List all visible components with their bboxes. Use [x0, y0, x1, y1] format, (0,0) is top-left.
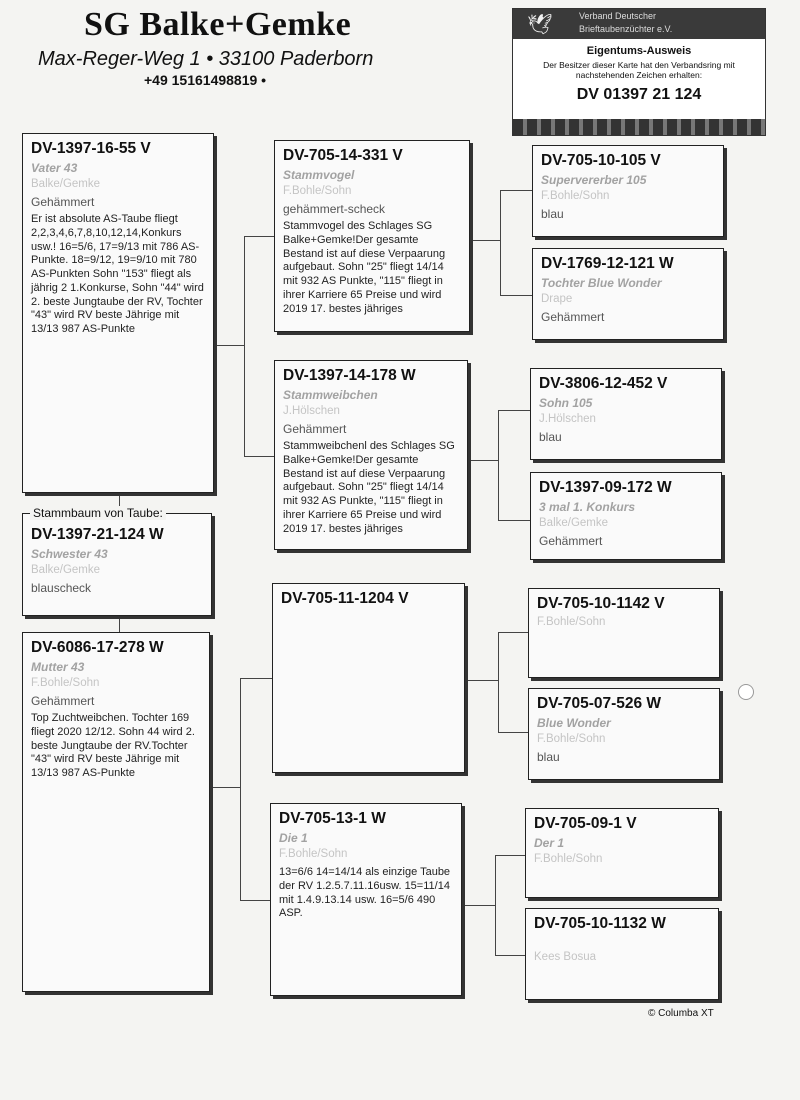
pigeon-name: Vater 43 [31, 161, 78, 175]
ring-number: DV-705-07-526 W [537, 695, 662, 712]
connector [498, 520, 530, 521]
connector [240, 900, 270, 901]
great-grandparent-card [530, 368, 722, 460]
connector [214, 345, 244, 346]
connector [465, 680, 498, 681]
paternal-grandmother-card [274, 360, 468, 550]
breeder-name: Balke/Gemke [539, 517, 609, 529]
pigeon-name: Mutter 43 [31, 660, 85, 674]
pigeon-notes: Er ist absolute AS-Taube fliegt 2,2,3,4,6,7,8,10,12,14,Konkurs usw.! 16=5/6, 17=9/13 mit 786 AS-Punkte. 18=9/12, 19=9/10 mit 780 AS-Punkten Sohn "153" fliegt als jährig 2 1.Konkurse, Sohn "44" wird 2. beste Jungtaube der RV, Tochter "43" wird RV beste Jährige mit 13/13 987 AS-Punkte [31, 213, 204, 335]
breeder-name: Drape [541, 293, 573, 305]
pigeon-name: Stammweibchen [283, 388, 378, 402]
connector [500, 295, 532, 296]
father-card [22, 133, 214, 493]
breeder-name: Balke/Gemke [31, 564, 101, 576]
pigeon-color: Gehämmert [31, 195, 95, 209]
ring-number: DV-3806-12-452 V [539, 375, 668, 392]
ring-number: DV-705-09-1 V [534, 815, 637, 832]
pigeon-notes: Stammweibchenl des Schlages SG Balke+Gemke!Der gesamte Bestand ist auf diese Verpaarung aufgebaut. Sohn "25" fliegt 14/14 mit 932 AS Punkte, "115" fliegt in ihrer Karriere 65 Preise und wird 2019 17. bestes jähriges [283, 440, 455, 535]
pedigree-label: Stammbaum von Taube: [30, 506, 166, 520]
breeder-name: F.Bohle/Sohn [279, 848, 348, 860]
connector [498, 632, 499, 732]
pigeon-color: blau [541, 207, 564, 221]
ring-number: DV-705-10-1142 V [537, 595, 665, 612]
subject-card [22, 513, 212, 616]
pigeon-color: Gehämmert [283, 422, 347, 436]
pigeon-name: Schwester 43 [31, 547, 108, 561]
connector [470, 240, 500, 241]
connector [244, 456, 274, 457]
pigeon-color: Gehämmert [541, 310, 605, 324]
connector [495, 855, 496, 955]
ring-number: DV-705-13-1 W [279, 810, 386, 827]
breeder-name: Kees Bosua [534, 951, 597, 963]
ownership-card [512, 8, 766, 136]
breeder-phone: +49 15161498819 • [144, 72, 267, 88]
breeder-name: J.Hölschen [283, 405, 340, 417]
connector [244, 236, 274, 237]
punch-hole [738, 684, 754, 700]
breeder-name: F.Bohle/Sohn [537, 733, 606, 745]
pigeon-name: Sohn 105 [539, 396, 593, 410]
connector [210, 787, 240, 788]
breeder-name [281, 611, 456, 625]
footer-copyright: © Columba XT [648, 1008, 714, 1019]
pigeon-color: blauscheck [31, 581, 92, 595]
breeder-address: Max-Reger-Weg 1 • 33100 Paderborn [38, 48, 374, 70]
breeder-name: Balke/Gemke [31, 178, 101, 190]
pigeon-color: blau [539, 430, 562, 444]
ring-number: DV-705-10-1132 W [534, 915, 666, 932]
pigeon-notes: Top Zuchtweibchen. Tochter 169 fliegt 2020 12/12. Sohn 44 wird 2. beste Jungtaube der RV.Tochter "43" wird RV beste Jährige mit 13/13 987 AS-Punkte [31, 712, 195, 779]
paternal-grandfather-card [274, 140, 470, 332]
connector [495, 855, 525, 856]
connector [244, 236, 245, 456]
connector [240, 678, 241, 900]
pigeon-logo-icon: 🕊 [527, 14, 553, 36]
pigeon-color: gehämmert-scheck [283, 202, 386, 216]
breeder-title: SG Balke+Gemke [84, 6, 352, 43]
great-grandparent-card [528, 688, 720, 780]
mother-card [22, 632, 210, 992]
ring-number: DV-1397-14-178 W [283, 367, 416, 384]
connector [240, 678, 272, 679]
breeder-name: J.Hölschen [539, 413, 596, 425]
breeder-name: F.Bohle/Sohn [31, 677, 100, 689]
ring-number: DV-1397-09-172 W [539, 479, 672, 496]
great-grandparent-card [530, 472, 722, 560]
ring-number: DV-1769-12-121 W [541, 255, 674, 272]
maternal-grandmother-card [270, 803, 462, 996]
pigeon-name: Der 1 [534, 836, 565, 850]
ownership-org-line2: Brieftaubenzüchter e.V. [579, 24, 673, 34]
connector [495, 955, 525, 956]
ownership-ring-number: DV 01397 21 124 [576, 86, 702, 104]
ownership-org-line1: Verband Deutscher [579, 11, 657, 21]
great-grandparent-card [525, 808, 719, 898]
pigeon-name: Supervererber 105 [541, 173, 647, 187]
ring-number: DV-705-14-331 V [283, 147, 403, 164]
connector [498, 632, 528, 633]
ownership-text: Der Besitzer dieser Karte hat den Verbandsring mit nachstehenden Zeichen erhalten: [543, 60, 735, 81]
connector [498, 410, 499, 520]
breeder-name: F.Bohle/Sohn [541, 190, 610, 202]
pigeon-name: Blue Wonder [537, 716, 611, 730]
ring-number: DV-705-10-105 V [541, 152, 661, 169]
breeder-name: F.Bohle/Sohn [537, 616, 606, 628]
connector [468, 460, 498, 461]
pigeon-color: Gehämmert [539, 534, 603, 548]
ring-number: DV-1397-16-55 V [31, 140, 151, 157]
connector [500, 190, 501, 295]
pigeon-notes: Stammvogel des Schlages SG Balke+Gemke!Der gesamte Bestand ist auf diese Verpaarung aufgebaut. Sohn "25" fliegt 14/14 mit 932 AS Punkte, "115" fliegt in ihrer Karriere 65 Preise und wird 2019 17. bestes jähriges [283, 220, 446, 315]
connector [462, 905, 495, 906]
breeder-name: F.Bohle/Sohn [283, 185, 352, 197]
pigeon-name: Tochter Blue Wonder [541, 276, 662, 290]
connector [119, 616, 120, 632]
great-grandparent-card [532, 145, 724, 237]
ownership-card-banner [513, 9, 765, 39]
pigeon-color: blau [537, 750, 560, 764]
ring-number: DV-1397-21-124 W [31, 526, 164, 543]
ownership-heading: Eigentums-Ausweis [586, 45, 692, 57]
ownership-card-band [513, 119, 765, 135]
pigeon-color: Gehämmert [31, 694, 95, 708]
great-grandparent-card [528, 588, 720, 678]
great-grandparent-card [525, 908, 719, 1000]
connector [498, 732, 528, 733]
ring-number: DV-705-11-1204 V [281, 590, 409, 607]
breeder-name: F.Bohle/Sohn [534, 853, 603, 865]
great-grandparent-card [532, 248, 724, 340]
pigeon-name: 3 mal 1. Konkurs [539, 500, 636, 514]
connector [498, 410, 530, 411]
ring-number: DV-6086-17-278 W [31, 639, 164, 656]
maternal-grandfather-card [272, 583, 465, 773]
pigeon-notes: 13=6/6 14=14/14 als einzige Taube der RV 1.2.5.7.11.16usw. 15=11/14 mit 1.4.9.13.14 usw. 16=5/6 490 ASP. [279, 866, 451, 920]
pigeon-name: Die 1 [279, 831, 308, 845]
connector [500, 190, 532, 191]
pigeon-name: Stammvogel [283, 168, 355, 182]
